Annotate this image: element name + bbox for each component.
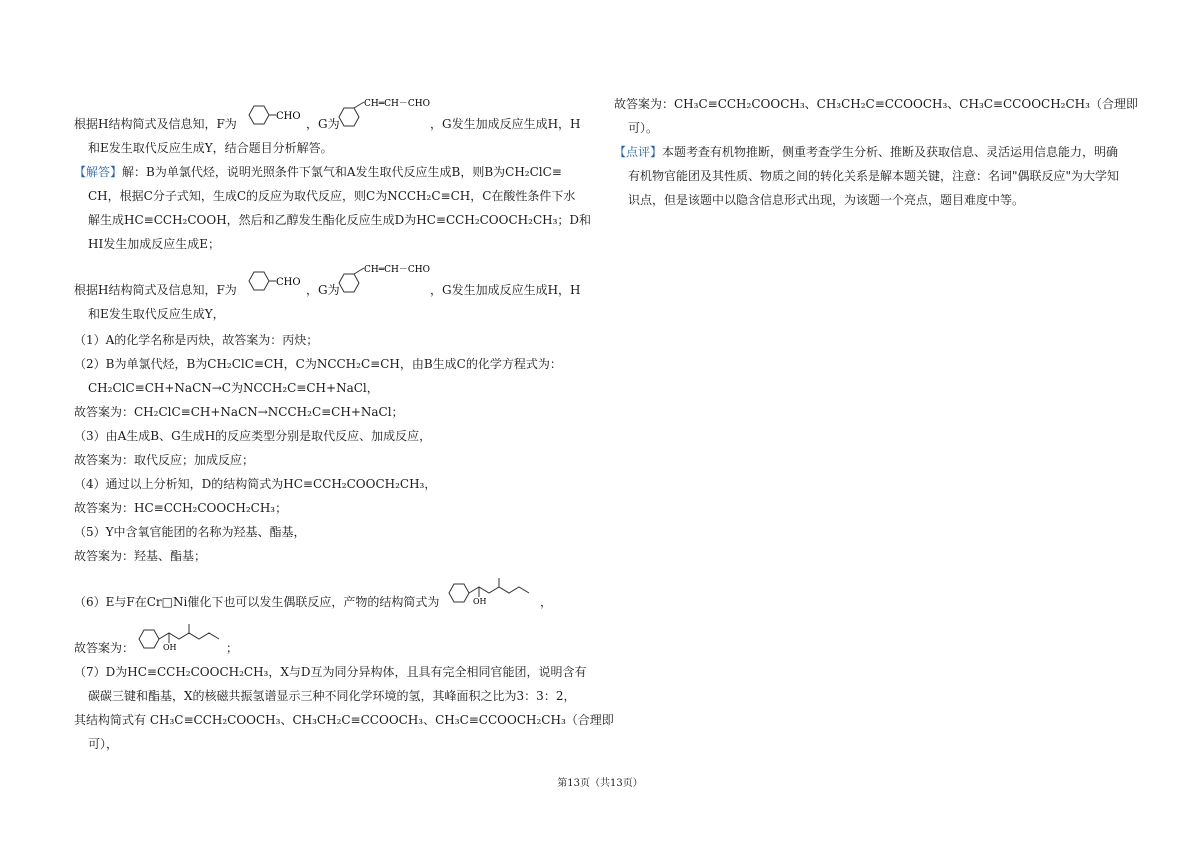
- comment-heading: 【点评】本题考查有机物推断，侧重考查学生分析、推断及获取信息、灵活运用信息能力，明确: [614, 145, 1119, 159]
- text-line: 有机物官能团及其性质、物质之间的转化关系是解本题关键，注意：名词"偶联反应"为大学知: [628, 169, 1120, 183]
- text-line: 故答案为：取代反应；加成反应；: [74, 453, 255, 467]
- g-structure: [332, 262, 442, 296]
- text-line: 和E发生取代反应生成Y，: [88, 307, 225, 321]
- svg-text:CH═CH－CHO: CH═CH－CHO: [364, 265, 431, 275]
- text-line: （3）由A生成B、G生成H的反应类型分别是取代反应、加成反应，: [74, 429, 432, 443]
- text-line: （5）Y中含氧官能团的名称为羟基、酯基，: [74, 525, 306, 539]
- f-structure: [242, 102, 304, 130]
- text-line: （7）D为HC≡CCH₂COOCH₂CH₃，X与D互为同分异构体，且具有完全相同官能团，说明含有: [74, 665, 587, 679]
- g-structure: [332, 96, 442, 130]
- text-line: ，: [540, 595, 553, 609]
- text-line: 故答案为：: [74, 641, 135, 655]
- text-line: （6）E与F在Cr□Ni催化下也可以发生偶联反应，产物的结构简式为: [74, 595, 440, 609]
- text-line: 根据H结构简式及信息知，F为: [74, 283, 237, 297]
- svg-text:CH═CH－CHO: CH═CH－CHO: [364, 99, 431, 109]
- answer-tag: 【解答】: [74, 165, 123, 179]
- svg-text:OH: OH: [473, 597, 487, 606]
- text-line: （4）通过以上分析知，D的结构简式为HC≡CCH₂COOCH₂CH₃，: [74, 477, 437, 491]
- svg-text:CHO: CHO: [276, 277, 301, 288]
- text-line: 解生成HC≡CCH₂COOH，然后和乙醇发生酯化反应生成D为HC≡CCH₂COOCH₂CH₃；D和: [88, 213, 592, 227]
- text-line: CH₂ClC≡CH+NaCN→C为NCCH₂C≡CH+NaCl，: [88, 381, 379, 395]
- text-line: 故答案为：CH₂ClC≡CH+NaCN→NCCH₂C≡CH+NaCl；: [74, 405, 404, 419]
- text-line: ，G为: [306, 283, 340, 297]
- text-line: ；: [226, 641, 239, 655]
- product-structure: [136, 614, 232, 652]
- page-number: 第13页（共13页）: [557, 778, 643, 789]
- text-line: 可）。: [628, 121, 659, 135]
- answer-heading: 【解答】解：B为单氯代烃，说明光照条件下氯气和A发生取代反应生成B，则B为CH₂ClC≡: [74, 165, 562, 179]
- text-line: ，G发生加成反应生成H，H: [430, 283, 581, 297]
- text-line: 和E发生取代反应生成Y，结合题目分析解答。: [88, 141, 333, 155]
- text-line: HI发生加成反应生成E；: [88, 237, 220, 251]
- text-line: 故答案为：HC≡CCH₂COOCH₂CH₃；: [74, 501, 288, 515]
- svg-text:CHO: CHO: [276, 111, 301, 122]
- svg-text:OH: OH: [163, 643, 177, 652]
- text-line: （2）B为单氯代烃，B为CH₂ClC≡CH，C为NCCH₂C≡CH，由B生成C的化学方程式为：: [74, 357, 562, 371]
- text-line: 故答案为：CH₃C≡CCH₂COOCH₃、CH₃CH₂C≡CCOOCH₃、CH₃C≡CCOOCH₂CH₃（合理即: [614, 97, 1138, 111]
- text-line: 可），: [88, 737, 119, 751]
- text-line: CH，根据C分子式知，生成C的反应为取代反应，则C为NCCH₂C≡CH，C在酸性条件下水: [88, 189, 576, 203]
- product-structure: [446, 568, 542, 606]
- text-line: 故答案为：羟基、酯基；: [74, 549, 207, 563]
- text-line: 识点，但是该题中以隐含信息形式出现，为该题一个亮点，题目难度中等。: [628, 193, 1025, 207]
- f-structure: [242, 268, 304, 296]
- text-line: 根据H结构简式及信息知，F为: [74, 117, 237, 131]
- text-line: 碳碳三键和酯基，X的核磁共振氢谱显示三种不同化学环境的氢，其峰面积之比为3：3：2，: [88, 689, 576, 703]
- text-line: ，G发生加成反应生成H，H: [430, 117, 581, 131]
- text-line: （1）A的化学名称是丙炔，故答案为：丙炔；: [74, 333, 319, 347]
- text-line: ，G为: [306, 117, 340, 131]
- text-line: 其结构简式有 CH₃C≡CCH₂COOCH₃、CH₃CH₂C≡CCOOCH₃、CH₃C≡CCOOCH₂CH₃（合理即: [74, 713, 614, 727]
- comment-tag: 【点评】: [614, 145, 663, 159]
